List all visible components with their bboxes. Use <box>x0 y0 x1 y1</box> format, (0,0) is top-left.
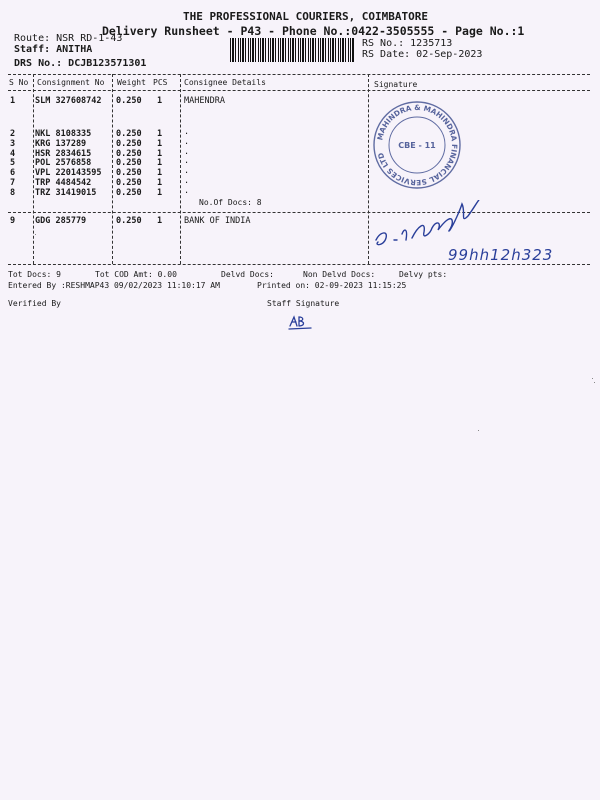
table-row-weight: 0.250 <box>116 158 142 168</box>
table-row-sno: 1 <box>10 96 16 106</box>
table-row-consignment: POL 2576858 <box>35 158 92 168</box>
staff-label: Staff: ANITHA <box>14 44 93 55</box>
non-delvd-docs: Non Delvd Docs: <box>303 270 376 279</box>
tot-docs: Tot Docs: 9 <box>8 270 61 279</box>
header-consignee: Consignee Details <box>184 78 266 87</box>
table-row-pcs: 1 <box>157 168 163 178</box>
table-row-sno: 5 <box>10 158 16 168</box>
table-row-consignee: . <box>184 127 190 137</box>
table-row-pcs: 1 <box>157 158 163 168</box>
verified-by-label: Verified By <box>8 299 61 308</box>
col-divider <box>112 74 113 264</box>
table-row-consignment: GDG 285779 <box>35 216 87 226</box>
table-row-consignee: . <box>184 137 190 147</box>
table-row-sno: 6 <box>10 168 16 178</box>
svg-text:CBE - 11: CBE - 11 <box>398 141 436 150</box>
table-row-pcs: 1 <box>157 129 163 139</box>
col-divider <box>180 74 181 264</box>
header-sno: S No <box>9 78 29 87</box>
table-row-pcs: 1 <box>157 149 163 159</box>
table-row-pcs: 1 <box>157 188 163 198</box>
delvy-pts: Delvy pts: <box>399 270 448 279</box>
table-row-weight: 0.250 <box>116 139 142 149</box>
header-weight: Weight <box>117 78 146 87</box>
table-row-weight: 0.250 <box>116 168 142 178</box>
table-row-pcs: 1 <box>157 178 163 188</box>
table-row-sno: 8 <box>10 188 16 198</box>
drs-number: DRS No.: DCJB123571301 <box>14 58 147 69</box>
scan-speck <box>594 382 595 383</box>
scan-speck <box>592 378 593 379</box>
table-row-sno: 4 <box>10 149 16 159</box>
table-row-consignee: . <box>184 176 190 186</box>
table-row-consignee: . <box>184 156 190 166</box>
col-divider <box>33 74 34 264</box>
table-row-consignee: . <box>184 186 190 196</box>
header-signature: Signature <box>374 80 418 89</box>
table-row-weight: 0.250 <box>116 149 142 159</box>
table-row-sno: 3 <box>10 139 16 149</box>
table-row-pcs: 1 <box>157 96 163 106</box>
header-pcs: PCS <box>153 78 168 87</box>
company-name: THE PROFESSIONAL COURIERS, COIMBATORE <box>183 10 429 23</box>
entered-by: Entered By :RESHMAP43 09/02/2023 11:10:17 AM <box>8 281 220 290</box>
scan-speck <box>478 430 479 431</box>
table-top-rule <box>8 74 590 75</box>
table-row-weight: 0.250 <box>116 188 142 198</box>
staff-initials-signature <box>287 314 313 332</box>
company-stamp <box>370 100 465 190</box>
delvd-docs: Delvd Docs: <box>221 270 274 279</box>
table-row-weight: 0.250 <box>116 129 142 139</box>
table-row-consignment: TRZ 31419015 <box>35 188 97 198</box>
printed-on: Printed on: 02-09-2023 11:15:25 <box>257 281 407 290</box>
scan-speck <box>35 234 36 235</box>
rs-number: RS No.: 1235713 <box>362 38 453 49</box>
table-row-consignee: MAHENDRA <box>184 96 225 106</box>
table-bottom-rule <box>8 264 590 265</box>
runsheet-title: Delivery Runsheet - P43 - Phone No.:0422-3505555 - Page No.:1 <box>102 24 525 38</box>
table-row-consignment: VPL 220143595 <box>35 168 102 178</box>
table-row-pcs: 1 <box>157 216 163 226</box>
table-row-consignment: SLM 327608742 <box>35 96 102 106</box>
route-label: Route: NSR RD-1-43 <box>14 33 123 44</box>
table-row-sno: 9 <box>10 216 16 226</box>
header-consignment: Consignment No <box>37 78 105 87</box>
table-row-weight: 0.250 <box>116 96 142 106</box>
table-row-weight: 0.250 <box>116 216 142 226</box>
table-row-sno: 2 <box>10 129 16 139</box>
table-row-consignment: NKL 8108335 <box>35 129 92 139</box>
table-row-consignee: BANK OF INDIA <box>184 216 251 226</box>
tot-cod-amt: Tot COD Amt: 0.00 <box>95 270 177 279</box>
row-divider <box>8 212 590 213</box>
barcode <box>230 38 355 62</box>
table-row-consignee: . <box>184 147 190 157</box>
rs-date: RS Date: 02-Sep-2023 <box>362 49 483 60</box>
handwritten-phone-note: 99hh12h323 <box>448 246 554 264</box>
table-row-weight: 0.250 <box>116 178 142 188</box>
table-row-sno: 7 <box>10 178 16 188</box>
table-row-consignment: HSR 2834615 <box>35 149 92 159</box>
no-of-docs: No.Of Docs: 8 <box>199 198 262 207</box>
table-row-pcs: 1 <box>157 139 163 149</box>
table-row-consignment: TRP 4484542 <box>35 178 92 188</box>
table-row-consignment: KRG 137289 <box>35 139 87 149</box>
table-row-consignee: . <box>184 166 190 176</box>
table-header-rule <box>8 90 590 91</box>
staff-signature-label: Staff Signature <box>267 299 340 308</box>
svg-text:MAHINDRA & MAHINDRA FINANCIAL: MAHINDRA & MAHINDRA FINANCIAL SERVICES LTD <box>375 102 460 188</box>
